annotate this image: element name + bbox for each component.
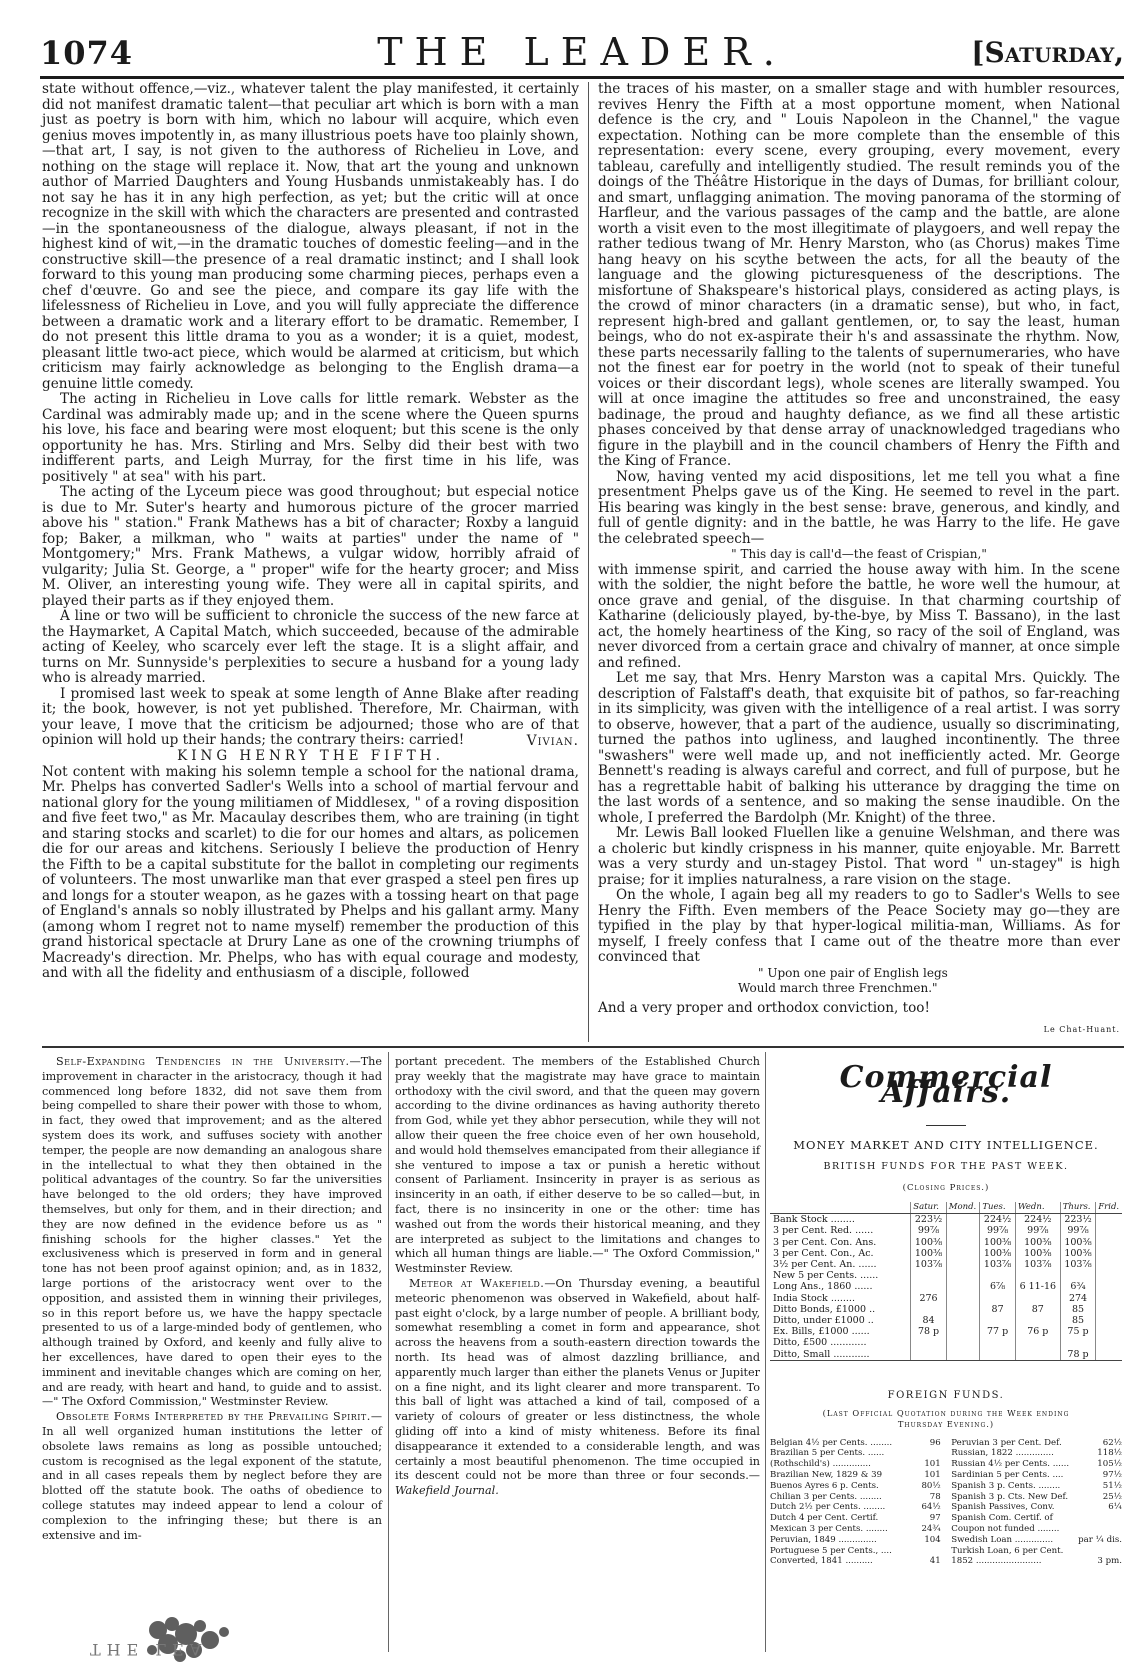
fund-price: 100⅜ xyxy=(1060,1237,1096,1248)
fund-price: 103⅞ xyxy=(980,1259,1016,1270)
fund-price xyxy=(946,1214,980,1226)
foreign-fund-price: 105½ xyxy=(1097,1459,1122,1470)
commercial-affairs-title: Commercial Affairs. xyxy=(839,1060,1053,1110)
british-funds-title: BRITISH FUNDS FOR THE PAST WEEK. xyxy=(823,1161,1069,1173)
table-header-row xyxy=(770,1202,1122,1214)
fund-price xyxy=(1096,1349,1122,1361)
fund-price xyxy=(946,1248,980,1259)
foreign-fund-row xyxy=(951,1448,1122,1459)
foreign-fund-row xyxy=(770,1502,941,1513)
fund-price xyxy=(946,1349,980,1361)
fund-price xyxy=(911,1349,947,1361)
news-item xyxy=(395,1055,760,1277)
quotation: " Upon one pair of English legs xyxy=(758,965,948,980)
fund-name: Ditto, £500 ............ xyxy=(773,1337,867,1349)
fund-price: 223½ xyxy=(911,1214,947,1226)
foreign-fund-row xyxy=(770,1556,941,1567)
fund-name: India Stock ........ xyxy=(773,1292,855,1304)
foreign-fund-row xyxy=(770,1546,941,1557)
money-market-title: MONEY MARKET AND CITY INTELLIGENCE. xyxy=(793,1137,1099,1152)
funds-row xyxy=(770,1315,1122,1326)
column-header: Wedn. xyxy=(1015,1202,1060,1214)
fund-price xyxy=(946,1225,980,1236)
fund-price: 103⅞ xyxy=(911,1259,947,1270)
funds-row xyxy=(770,1337,1122,1348)
foreign-fund-row xyxy=(770,1459,941,1470)
article-paragraph: the traces of his master, on a smaller stage and with humbler resources, revives Henry the Fifth at a most opportune moment, when National defence is the cry, and " Louis Napoleon in the Channel," the vague expectation. Nothing can be more complete than the ensemble of this representation: every scene, every grouping, every movement, every tableau, carefully and intelligently studied. The result reminds you of the doings of the Théâtre Historique in the days of Dumas, for brilliant colour, and smart, unflagging animation. The moving panorama of the storming of Harfleur, and the various passages of the camp and the battle, are alone worth a visit even to the most illegitimate of playgoers, and well repay the rather tedious twang of Mr. Henry Marston, who (as Chorus) makes Time hang heavy on his scythe between the acts, for all the beauty of the language and the glowing picturesqueness of the descriptions. The misfortune of Shakspeare's historical plays, considered as acting plays, is the crowd of minor characters (in a dramatic sense), but who, in fact, represent high-bred and gallant gentlemen, or, to say the least, human beings, who do not ex-aspirate their h's and assassinate the rhythm. Now, these parts necessarily falling to the talents of supernumeraries, who have not the finest ear for poetry in the world (not to speak of their tuneful voices or their discordant legs), whole scenes are literally swamped. You will at once imagine the attitudes so free and unconstrained, the easy badinage, the proud and haughty defiance, as we find all these artistic phases conceived by that dense array of unacknowledged tragedians who figure in the playbill and in the council chambers of Henry the Fifth and the King of France. xyxy=(598,81,1120,469)
foreign-fund-price: 80½ xyxy=(921,1480,941,1491)
fund-price xyxy=(1096,1259,1122,1270)
fund-price xyxy=(946,1259,980,1270)
foreign-fund-row xyxy=(770,1481,941,1492)
fund-price xyxy=(980,1337,1016,1348)
fund-name: Bank Stock ........ xyxy=(773,1214,855,1226)
paper-title: THE LEADER. xyxy=(377,30,787,74)
column-divider xyxy=(388,1052,389,1652)
fund-price: 100⅜ xyxy=(980,1248,1016,1259)
quotation: " This day is call'd—the feast of Crispian," xyxy=(731,547,987,561)
foreign-fund-name: Converted, 1841 .......... xyxy=(770,1556,873,1567)
foreign-fund-row xyxy=(770,1513,941,1524)
foreign-fund-name: Chilian 3 per Cents. ........ xyxy=(770,1491,882,1502)
column-header: Thurs. xyxy=(1060,1202,1096,1214)
column-divider xyxy=(765,1052,766,1652)
article-paragraph: with immense spirit, and carried the house away with him. In the scene with the soldier, the night before the battle, he wore well the humour, at once grave and genial, of the disguise. In that charming courtship of Katharine (deliciously played, by-the-bye, by Miss T. Bassano), in the last act, the homely heartiness of the King, so racy of the soil of England, was never divorced from a certain grace and chivalry of manner, at once simple and refined. xyxy=(598,561,1120,671)
foreign-fund-row xyxy=(951,1492,1122,1503)
fund-price xyxy=(946,1326,980,1337)
quotation: Would march three Frenchmen." xyxy=(738,981,938,995)
foreign-fund-price: 3 pm. xyxy=(1097,1556,1122,1567)
news-item-title: Self-Expanding Tendencies in the University. xyxy=(56,1055,350,1068)
foreign-fund-row xyxy=(951,1556,1122,1567)
fund-price xyxy=(1096,1281,1122,1292)
fund-price xyxy=(946,1293,980,1304)
fund-price xyxy=(1015,1337,1060,1348)
fund-price xyxy=(980,1293,1016,1304)
fund-name: Long Ans., 1860 ...... xyxy=(773,1281,873,1293)
fund-price xyxy=(946,1315,980,1326)
fund-price xyxy=(1015,1270,1060,1281)
fund-price xyxy=(1015,1315,1060,1326)
article-paragraph: The acting in Richelieu in Love calls for little remark. Webster as the Cardinal was admirably made up; and in the scene where the Queen spurns his love, his face and bearing were most eloquent; but this scene is the only opportunity he has. Mrs. Stirling and Mrs. Selby did their best with two indifferent parts, and Leigh Murray, for the first time in his life, was positively " at sea" with his part. xyxy=(42,391,579,485)
news-item-title: Obsolete Forms Interpreted by the Prevailing Spirit. xyxy=(56,1410,371,1424)
foreign-fund-name: Spanish Com. Certif. of xyxy=(951,1513,1053,1524)
funds-row xyxy=(770,1214,1122,1226)
upper-right-column xyxy=(598,82,1120,1047)
foreign-fund-name: Buenos Ayres 6 p. Cents. xyxy=(770,1480,879,1491)
fund-price: 85 xyxy=(1060,1304,1096,1315)
article-paragraph: Mr. Lewis Ball looked Fluellen like a genuine Welshman, and there was a choleric but kindly crispness in his manner, quite enjoyable. Mr. Barrett was a very sturdy and un-stagey Pistol. That word " un-stagey" is high praise; for it implies naturalness, a rare vision on the stage. xyxy=(598,825,1120,888)
page-number: 1074 xyxy=(40,34,134,72)
foreign-fund-row xyxy=(951,1513,1122,1524)
fund-price xyxy=(1096,1337,1122,1348)
foreign-funds-right-column xyxy=(951,1438,1122,1568)
fund-price xyxy=(1096,1315,1122,1326)
fund-price: 99⅞ xyxy=(1060,1225,1096,1236)
section-divider xyxy=(42,1046,1124,1048)
foreign-fund-name: Brazilian 5 per Cents. ...... xyxy=(770,1448,885,1459)
fund-price xyxy=(980,1270,1016,1281)
foreign-funds-title: FOREIGN FUNDS. xyxy=(887,1389,1005,1401)
foreign-fund-name: Turkish Loan, 6 per Cent. xyxy=(951,1545,1064,1556)
fund-price xyxy=(980,1315,1016,1326)
foreign-funds-left-column xyxy=(770,1438,941,1568)
fund-price: 103⅞ xyxy=(1015,1259,1060,1270)
funds-row xyxy=(770,1304,1122,1315)
fund-price xyxy=(946,1337,980,1348)
foreign-fund-name: Spanish 3 p. Cents. ........ xyxy=(951,1480,1061,1491)
fund-price: 87 xyxy=(1015,1304,1060,1315)
foreign-fund-row xyxy=(770,1524,941,1535)
news-item-source: Wakefield Journal. xyxy=(395,1484,499,1498)
fund-price xyxy=(1096,1304,1122,1315)
funds-row xyxy=(770,1349,1122,1361)
foreign-fund-row xyxy=(951,1470,1122,1481)
closing-line: And a very proper and orthodox conviction, too! xyxy=(598,999,930,1016)
foreign-fund-row xyxy=(770,1438,941,1449)
foreign-fund-name: Mexican 3 per Cents. ........ xyxy=(770,1524,888,1534)
fund-name: 3 per Cent. Con. Ans. xyxy=(773,1236,877,1248)
fund-price: 100⅜ xyxy=(1060,1248,1096,1259)
article-paragraph: I promised last week to speak at some length of Anne Blake after reading it; the book, however, is not yet published. Therefore, Mr. Chairman, with your leave, I move that the criticism be adjourned; those who are of that opinion will hold up their hands; the contrary theirs: carried! xyxy=(42,685,579,748)
fund-price xyxy=(1060,1337,1096,1348)
foreign-fund-name: Sardinian 5 per Cents. .... xyxy=(951,1470,1064,1481)
section-rule xyxy=(926,1125,966,1126)
article-paragraph: Not content with making his solemn temple a school for the national drama, Mr. Phelps has converted Sadler's Wells into a school of martial fervour and national glory for the young militiamen of Middlesex, " of a roving disposition and five feet two," as Mr. Macaulay describes them, who are training (in tight and staring stocks and scarlet) to die for our homes and altars, as policemen die for our areas and kitchens. Seriously I believe the production of Henry the Fifth to be a capital substitute for the ballot in completing our regiments of volunteers. The most unwarlike man that ever grasped a steel pen fires up and longs for a stouter weapon, as he gazes with a tossing heart on that page of England's annals so nobly illustrated by Phelps and his gallant army. Many (among whom I regret not to name myself) remember the production of this grand historical spectacle at Drury Lane as one of the crowning triumphs of Macready's direction. Mr. Phelps, who has with equal courage and modesty, and with all the fidelity and enthusiasm of a disciple, followed xyxy=(42,763,579,981)
foreign-fund-row xyxy=(951,1502,1122,1513)
foreign-fund-name: Russian 4½ per Cents. ...... xyxy=(951,1459,1070,1470)
fund-price xyxy=(911,1270,947,1281)
foreign-fund-row xyxy=(770,1535,941,1546)
news-item xyxy=(395,1277,760,1499)
masthead-rule xyxy=(40,76,1124,79)
foreign-funds-subtitle-line: (Last Official Quotation during the Week ending xyxy=(822,1407,1070,1418)
foreign-fund-row xyxy=(770,1448,941,1459)
fund-price: 100⅜ xyxy=(1015,1248,1060,1259)
news-item-text: —The improvement in character in the aristocracy, though it had commenced long before 1832, did not save them from being compelled to share their power with those to whom, in fact, they owed that improvement; and as the altered system does its work, and suffuses society with another temper, the people are now demanding an analogous share in the intellectual to what they then obtained in the political advantages of the country. So far the universities have belonged to the old orders; they have improved themselves, but only for them, and in their direction; and they are now defined in the evidence before us as " finishing schools for the higher classes." Yet the exclusiveness which is preserved in form and in general tone has not been proof against opinion; and, as in 1832, large portions of the aristocracy went over to the opposition, and assisted them in winning their privileges, so in this report before us, we have the happy spectacle presented to us of a large-minded body of gentlemen, who although trained by Oxford, and keenly and fully alive to her excellences, have dared to open their eyes to the imminent and inevitable changes which are coming on her, and are ready, with heart and hand, to guide and to assist. —" The Oxford Commission," Westminster Review. xyxy=(42,1055,382,1409)
column-header: Frid. xyxy=(1096,1202,1122,1214)
british-funds-table xyxy=(770,1202,1122,1361)
commercial-affairs-column xyxy=(770,1055,1122,1567)
funds-row xyxy=(770,1248,1122,1259)
masthead xyxy=(40,28,1124,74)
foreign-fund-price: 64½ xyxy=(921,1502,941,1513)
fund-price: 77 p xyxy=(980,1326,1016,1337)
funds-row xyxy=(770,1259,1122,1270)
fund-price: 223½ xyxy=(1060,1214,1096,1226)
foreign-fund-name: Coupon not funded ........ xyxy=(951,1524,1060,1534)
news-item-text: portant precedent. The members of the Established Church pray weekly that the magistrate may have grace to maintain orthodoxy with the civil sword, and that the queen may govern according to the divine ordinances as having authority thereto from God, while yet they abhor persecution, while they will not allow their queen the free choice even of her own household, and would hold themselves emancipated from their allegiance if she ventured to impose a tax or punish a heretic without consent of Parliament. Insincerity in prayer is as serious as insincerity in an oath, if either deserve to be so called—but, in fact, there is no insincerity in one or the other: time has washed out from the words their historical meaning, and they are interpreted as subject to the limitations and changes to which all human things are liable.—" The Oxford Commission," Westminster Review. xyxy=(395,1055,760,1276)
news-item xyxy=(42,1410,382,1543)
foreign-fund-name: Peruvian 3 per Cent. Def. xyxy=(951,1437,1062,1448)
fund-price xyxy=(1096,1248,1122,1259)
foreign-fund-price: 118½ xyxy=(1097,1448,1122,1459)
fund-price: 99⅞ xyxy=(911,1225,947,1236)
foreign-fund-name: Dutch 4 per Cent. Certif. xyxy=(770,1513,879,1524)
foreign-fund-price: 101 xyxy=(924,1459,941,1470)
column-header: Satur. xyxy=(911,1202,947,1214)
fund-price: 103⅞ xyxy=(1060,1259,1096,1270)
fund-price: 274 xyxy=(1060,1293,1096,1304)
foreign-fund-row xyxy=(951,1535,1122,1546)
lower-middle-column xyxy=(395,1055,760,1499)
article-paragraph: The acting of the Lyceum piece was good throughout; but especial notice is due to Mr. Suter's hearty and humorous picture of the grocer married above his " station." Frank Mathews has a bit of character; Roxby a languid fop; Baker, a milkman, who " waits at parties" under the name of " Montgomery;" Mrs. Frank Mathews, a vulgar widow, horribly afraid of vulgarity; Julia St. George, a " proper" wife for the hearty grocer; and Miss M. Oliver, an interesting young wife. They were all in capital spirits, and played their parts as if they enjoyed them. xyxy=(42,484,579,609)
foreign-funds-list xyxy=(770,1438,1122,1568)
fund-name: New 5 per Cents. ...... xyxy=(773,1270,879,1282)
british-funds-subtitle: (Closing Prices.) xyxy=(902,1183,990,1194)
column-header: Mond. xyxy=(946,1202,980,1214)
fund-price xyxy=(1096,1214,1122,1226)
section-heading: KING HENRY THE FIFTH. xyxy=(177,748,444,764)
article-paragraph: state without offence,—viz., whatever talent the play manifested, it certainly did not manifest dramatic talent—that peculiar art which is born with a man just as poetry is born with him, which no labour will acquire, which even genius moves impotently in, as many illustrious poets have too plainly shown,—that art, I say, is not given to the authoress of Richelieu in Love, and nothing on the stage will replace it. Now, that art the young and unknown author of Married Daughters and Young Husbands unmistakeably has. I do not say he has it in any high perfection, as yet; but the critic will at once recognize in the skill with which the characters are presented and contrasted—in the spontaneousness of the dialogue, always pleasant, if not in the highest kind of wit,—in the dramatic touches of domestic feeling—and in the constructive skill—the presence of a real dramatic instinct; and I shall look forward to this young man producing some charming pieces, perhaps even a chef d'œuvre. Go and see the piece, and compare its gay life with the lifelessness of Richelieu in Love, and you will fully appreciate the difference between a dramatic work and a literary effort to be dramatic. Remember, I do not present this little drama to you as a wonder; it is a quiet, modest, pleasant little two-act piece, which would be alarmed at criticism, but which criticism may fairly acknowledge as belonging to the English drama—a genuine little comedy. xyxy=(42,81,579,392)
fund-price xyxy=(980,1349,1016,1361)
fund-price: 99⅞ xyxy=(980,1225,1016,1236)
fund-price: 84 xyxy=(911,1315,947,1326)
funds-row xyxy=(770,1270,1122,1281)
fund-price xyxy=(1096,1293,1122,1304)
fund-price xyxy=(911,1304,947,1315)
fund-price: 224½ xyxy=(1015,1214,1060,1226)
foreign-fund-name: 1852 ........................ xyxy=(951,1556,1042,1567)
column-divider xyxy=(588,82,589,1042)
foreign-fund-price: 41 xyxy=(929,1556,941,1567)
foreign-fund-name: Portuguese 5 per Cents., .... xyxy=(770,1545,892,1556)
article-paragraph: Now, having vented my acid dispositions, let me tell you what a fine presentment Phelps gave us of the King. He seemed to revel in the part. His bearing was kingly in the best sense: brave, generous, and kindly, and full of gentle dignity: and in the battle, he was Harry to the life. He gave the celebrated speech— xyxy=(598,468,1120,547)
fund-price: 6¾ xyxy=(1060,1281,1096,1292)
fund-price: 85 xyxy=(1060,1315,1096,1326)
foreign-fund-price: 97½ xyxy=(1102,1470,1122,1481)
foreign-fund-price: par ¼ dis. xyxy=(1078,1534,1122,1545)
fund-price: 100⅜ xyxy=(1015,1237,1060,1248)
fund-price xyxy=(1015,1349,1060,1361)
fund-price: 276 xyxy=(911,1293,947,1304)
fund-name: 3 per Cent. Red. ...... xyxy=(773,1225,874,1237)
foreign-fund-price: 97 xyxy=(929,1513,941,1524)
foreign-fund-row xyxy=(951,1524,1122,1535)
foreign-fund-name: Brazilian New, 1829 & 39 xyxy=(770,1470,883,1481)
fund-name: Ditto, Small ............ xyxy=(770,1349,911,1361)
foreign-fund-name: (Rothschild's) .............. xyxy=(770,1459,871,1470)
foreign-funds-subtitle xyxy=(770,1408,1122,1430)
article-paragraph: Let me say, that Mrs. Henry Marston was a capital Mrs. Quickly. The description of Falstaff's death, that exquisite bit of pathos, so far-reaching in its simplicity, was given with the intelligence of a real artist. I was sorry to observe, however, that a part of the audience, usually so discriminating, turned the pathos into ugliness, and laughed incontinently. The three "swashers" were well made up, and not inefficiently acted. Mr. George Bennett's reading is always careful and correct, and full of purpose, but he has a regrettable habit of balking his utterance by dragging the time on the last words of a sentence, and so making the sense inaudible. On the whole, I preferred the Bardolph (Mr. Knight) of the three. xyxy=(598,670,1120,826)
foreign-fund-row xyxy=(951,1459,1122,1470)
fund-price xyxy=(946,1304,980,1315)
funds-row xyxy=(770,1281,1122,1292)
upper-left-column xyxy=(42,82,579,982)
news-item-text: —In all well organized human institutions the letter of obsolete laws remains as long as possible untouched; custom is recognised as the legal exponent of the statute, and in all cases repeals them by neglect before they are blotted off the statute book. The oaths of obedience to college statutes may indeed appear to lend a colour of complexion to the infringing these; but there is an extensive and im- xyxy=(42,1410,382,1542)
fund-price xyxy=(1015,1293,1060,1304)
fund-price xyxy=(1096,1225,1122,1236)
fund-price xyxy=(1096,1237,1122,1248)
funds-row xyxy=(770,1293,1122,1304)
fund-price xyxy=(946,1237,980,1248)
fund-price: 100⅜ xyxy=(980,1237,1016,1248)
foreign-fund-price: 78 xyxy=(929,1491,941,1502)
fund-name: Ex. Bills, £1000 ...... xyxy=(773,1326,870,1338)
foreign-fund-name: Belgian 4½ per Cents. ........ xyxy=(770,1437,893,1448)
foreign-fund-price: 96 xyxy=(929,1437,941,1448)
signature-chat-huant: Le Chat-Huant. xyxy=(1043,1025,1120,1034)
news-item xyxy=(42,1055,382,1410)
fund-price: 6⅞ xyxy=(980,1281,1016,1292)
fund-price: 87 xyxy=(980,1304,1016,1315)
foreign-funds-subtitle-line: Thursday Evening.) xyxy=(897,1418,995,1429)
foreign-fund-row xyxy=(951,1481,1122,1492)
foreign-fund-price: 25½ xyxy=(1102,1491,1122,1502)
fund-price: 76 p xyxy=(1015,1326,1060,1337)
fund-price: 99⅞ xyxy=(1015,1225,1060,1236)
fund-price: 6 11-16 xyxy=(1015,1281,1060,1292)
news-item-text: —On Thursday evening, a beautiful meteoric phenomenon was observed in Wakefield, about half-past eight o'clock, by a large number of people. A brilliant body, somewhat resembling a comet in form and appearance, shot across the heavens from a south-eastern direction towards the north. Its head was of almost dazzling brilliance, and apparently much larger than either the planets Venus or Jupiter on a fine night, and its light clearer and more transparent. To this ball of light was attached a kind of tail, composed of a variety of colours of greater or less distinctness, the whole gliding off into a kind of misty whiteness. Before its final disappearance it extended to a considerable length, and was certainly a most beautiful phenomenon. The time occupied in its descent could not be more than three or four seconds.— xyxy=(395,1276,760,1483)
fund-price: 75 p xyxy=(1060,1326,1096,1337)
foreign-fund-price: 101 xyxy=(924,1470,941,1481)
fund-name: Ditto Bonds, £1000 .. xyxy=(773,1303,876,1315)
fund-price xyxy=(1096,1270,1122,1281)
funds-row xyxy=(770,1326,1122,1337)
fund-price: 78 p xyxy=(1060,1349,1096,1361)
foreign-fund-price: 62½ xyxy=(1102,1437,1122,1448)
foreign-fund-price: 51½ xyxy=(1102,1480,1122,1491)
fund-price xyxy=(911,1337,947,1348)
funds-row xyxy=(770,1225,1122,1236)
fund-price xyxy=(946,1270,980,1281)
foreign-fund-row xyxy=(770,1470,941,1481)
funds-row xyxy=(770,1237,1122,1248)
fund-price: 78 p xyxy=(911,1326,947,1337)
foreign-fund-name: Spanish 3 p. Cts. New Def. xyxy=(951,1491,1069,1502)
foreign-fund-name: Russian, 1822 .............. xyxy=(951,1448,1054,1459)
fund-price: 100⅜ xyxy=(911,1248,947,1259)
news-item-title: Meteor at Wakefield. xyxy=(409,1276,545,1290)
foreign-fund-row xyxy=(951,1438,1122,1449)
foreign-fund-name: Swedish Loan .............. xyxy=(951,1534,1054,1545)
fund-price xyxy=(911,1281,947,1292)
fund-price: 224½ xyxy=(980,1214,1016,1226)
fund-name: Ditto, under £1000 .. xyxy=(773,1315,874,1327)
foreign-fund-name: Dutch 2½ per Cents. ........ xyxy=(770,1502,886,1513)
fund-price xyxy=(1096,1326,1122,1337)
foreign-fund-row xyxy=(770,1492,941,1503)
foreign-fund-name: Spanish Passives, Conv. xyxy=(951,1502,1055,1513)
issue-day: [Saturday, xyxy=(971,36,1124,69)
fund-price xyxy=(946,1281,980,1292)
foreign-fund-price: 6¼ xyxy=(1108,1502,1122,1513)
foreign-fund-row xyxy=(951,1546,1122,1557)
column-header xyxy=(770,1202,911,1214)
lower-left-column xyxy=(42,1055,382,1543)
foreign-fund-price: 104 xyxy=(924,1534,941,1545)
column-header: Tues. xyxy=(980,1202,1016,1214)
article-paragraph: A line or two will be sufficient to chronicle the success of the new farce at the Haymarket, A Capital Match, which succeeded, because of the admirable acting of Keeley, who scarcely ever left the stage. It is a slight affair, and turns on Mr. Sunnyside's perplexities to secure a husband for a young lady who is already married. xyxy=(42,608,579,686)
fund-name: 3½ per Cent. An. ...... xyxy=(773,1259,877,1270)
fund-price: 100⅜ xyxy=(911,1237,947,1248)
fund-price xyxy=(1060,1270,1096,1281)
article-paragraph: On the whole, I again beg all my readers to go to Sadler's Wells to see Henry the Fifth. Even members of the Peace Society may go—they are typified in the play by that hyper-logical militia-man, Williams. As for myself, I freely confess that I came out of the theatre more than ever convinced that xyxy=(598,887,1120,965)
bleed-through-text: THE LEA xyxy=(90,1640,208,1659)
fund-name: 3 per Cent. Con., Ac. xyxy=(773,1247,874,1259)
foreign-fund-name: Peruvian, 1849 .............. xyxy=(770,1534,877,1545)
foreign-fund-price: 24¾ xyxy=(921,1524,941,1534)
british-funds-body xyxy=(770,1214,1122,1361)
signature-vivian: Vivian. xyxy=(526,732,579,749)
